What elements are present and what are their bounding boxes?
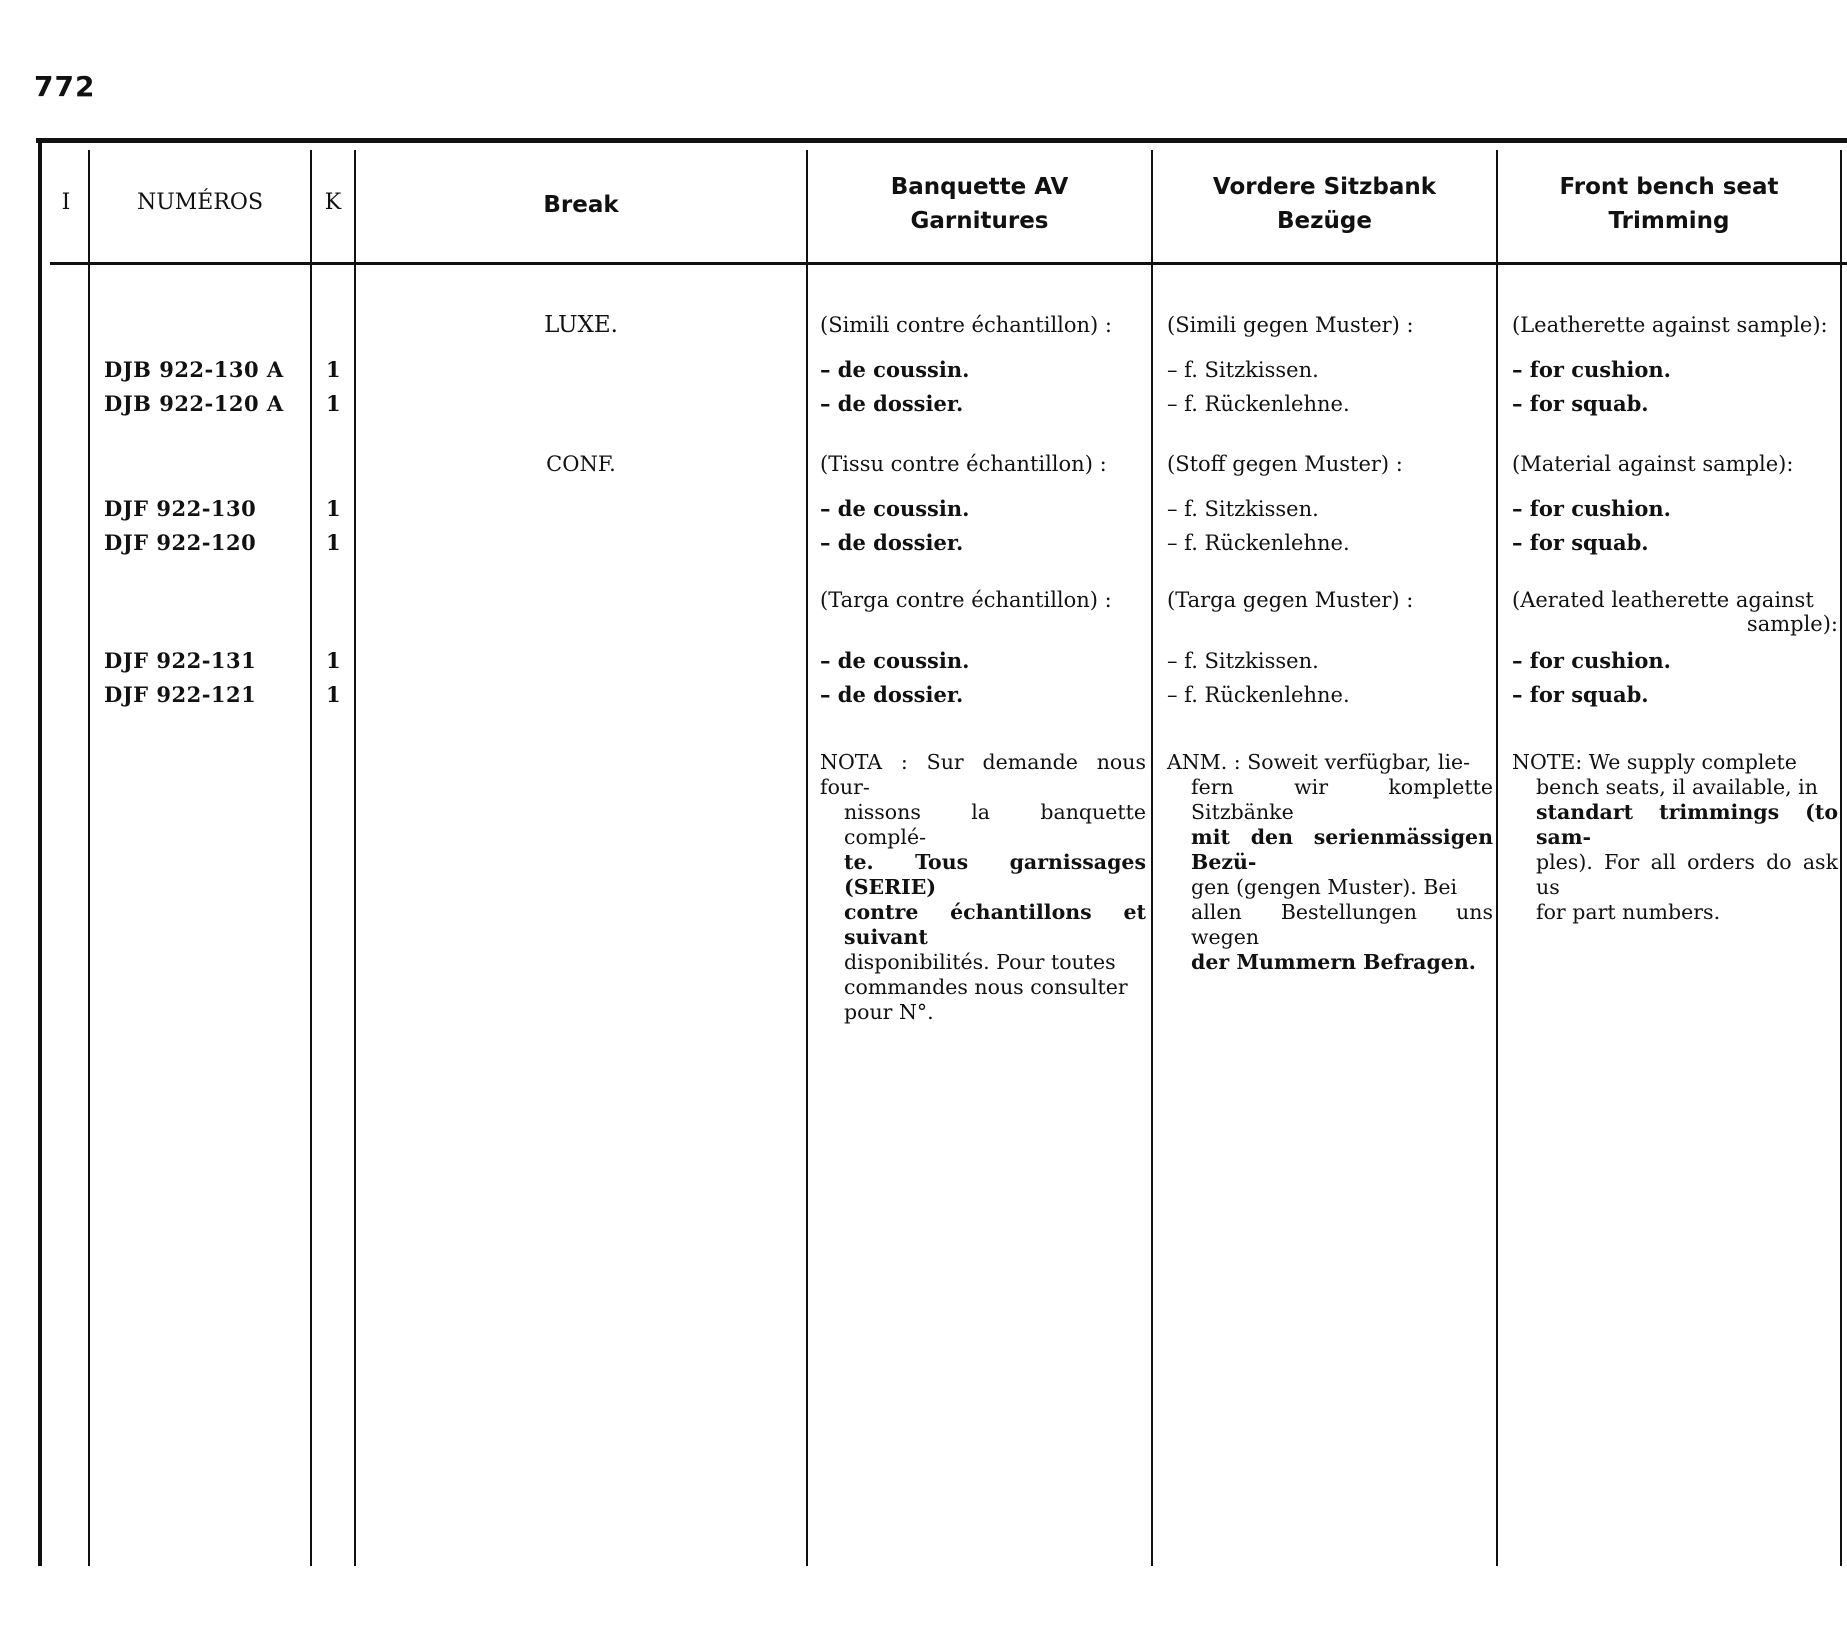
desc-de: – f. Rückenlehne. (1167, 531, 1350, 555)
desc-en: – for squab. (1512, 682, 1649, 707)
section-en-heading: (Material against sample): (1512, 452, 1794, 476)
note-de-line: der Mummern Befragen. (1191, 950, 1476, 974)
desc-fr: – de coussin. (820, 496, 970, 521)
quantity: 1 (326, 648, 342, 673)
desc-en: – for squab. (1512, 530, 1649, 555)
note-en-line: standart trimmings (to sam- (1536, 800, 1838, 849)
desc-fr: – de dossier. (820, 682, 964, 707)
section-de-heading: (Targa gegen Muster) : (1167, 588, 1414, 612)
note-de (1167, 750, 1493, 975)
table-right-border (1840, 150, 1842, 1566)
quantity: 1 (326, 530, 342, 555)
note-de-line: fern wir komplette Sitzbänke (1191, 775, 1493, 824)
col-divider-i (88, 150, 90, 1566)
note-de-line: allen Bestellungen uns wegen (1191, 900, 1493, 949)
note-en-line: ples). For all orders do ask us (1536, 850, 1838, 899)
desc-en: – for squab. (1512, 391, 1649, 416)
desc-de: – f. Sitzkissen. (1167, 497, 1319, 521)
col-divider-numeros (310, 150, 312, 1566)
header-col-de (1153, 170, 1496, 238)
section-fr-heading: (Tissu contre échantillon) : (820, 452, 1107, 476)
section-label-conf: CONF. (546, 452, 616, 476)
table-top-rule (36, 138, 1847, 143)
section-de-heading: (Simili gegen Muster) : (1167, 313, 1414, 337)
note-de-line: mit den serienmässigen Bezü- (1191, 825, 1493, 874)
header-col-en (1498, 170, 1840, 238)
header-fr-line1: Banquette AV (890, 174, 1069, 200)
part-number: DJF 922-121 (104, 682, 257, 707)
section-fr-heading: (Simili contre échantillon) : (820, 313, 1113, 337)
section-label-luxe: LUXE. (544, 312, 618, 338)
header-col-break: Break (543, 192, 619, 218)
note-fr-line: contre échantillons et suivant (844, 900, 1146, 949)
col-divider-break (806, 150, 808, 1566)
part-number: DJB 922-120 A (104, 391, 284, 416)
note-fr-line: te. Tous garnissages (SERIE) (844, 850, 1146, 899)
quantity: 1 (326, 682, 342, 707)
note-en-line: bench seats, il available, in (1536, 775, 1818, 799)
part-number: DJF 922-130 (104, 496, 257, 521)
quantity: 1 (326, 496, 342, 521)
desc-en: – for cushion. (1512, 648, 1671, 673)
part-number: DJF 922-131 (104, 648, 257, 673)
header-en-line1: Front bench seat (1559, 174, 1779, 200)
desc-de: – f. Rückenlehne. (1167, 392, 1350, 416)
quantity: 1 (326, 391, 342, 416)
note-de-line: ANM. : Soweit verfügbar, lie- (1167, 750, 1471, 774)
header-de-line1: Vordere Sitzbank (1212, 174, 1437, 200)
part-number: DJB 922-130 A (104, 357, 284, 382)
desc-de: – f. Sitzkissen. (1167, 358, 1319, 382)
header-col-k: K (324, 190, 342, 215)
page-number: 772 (34, 70, 96, 103)
col-divider-k (354, 150, 356, 1566)
header-col-i: I (61, 190, 71, 215)
note-fr-line: nissons la banquette complé- (844, 800, 1146, 849)
note-en-line: NOTE: We supply complete (1512, 750, 1797, 774)
section-fr-heading: (Targa contre échantillon) : (820, 588, 1112, 612)
section-de-heading: (Stoff gegen Muster) : (1167, 452, 1403, 476)
header-fr-line2: Garnitures (910, 208, 1049, 234)
header-en-line2: Trimming (1608, 208, 1730, 234)
desc-en: – for cushion. (1512, 496, 1671, 521)
section-en-heading-line2: sample): (1746, 612, 1838, 636)
note-fr-line: NOTA : Sur demande nous four- (820, 750, 1146, 799)
note-fr-line: commandes nous consulter (844, 975, 1128, 999)
desc-fr: – de dossier. (820, 391, 964, 416)
col-divider-fr (1151, 150, 1153, 1566)
desc-fr: – de dossier. (820, 530, 964, 555)
section-en-heading-line1: (Aerated leatherette against (1512, 588, 1814, 612)
header-col-numeros: NUMÉROS (136, 190, 264, 215)
note-en (1512, 750, 1838, 925)
desc-en: – for cushion. (1512, 357, 1671, 382)
note-de-line: gen (gengen Muster). Bei (1191, 875, 1458, 899)
desc-fr: – de coussin. (820, 648, 970, 673)
header-de-line2: Bezüge (1277, 208, 1372, 234)
quantity: 1 (326, 357, 342, 382)
desc-fr: – de coussin. (820, 357, 970, 382)
table-left-border (38, 140, 42, 1566)
header-bottom-rule (50, 262, 1847, 265)
note-fr-line: disponibilités. Pour toutes (844, 950, 1116, 974)
desc-de: – f. Rückenlehne. (1167, 683, 1350, 707)
header-col-fr (808, 170, 1151, 238)
col-divider-de (1496, 150, 1498, 1566)
part-number: DJF 922-120 (104, 530, 257, 555)
note-fr-line: pour N°. (844, 1000, 934, 1024)
note-en-line: for part numbers. (1536, 900, 1721, 924)
note-fr (820, 750, 1146, 1025)
section-en-heading: (Leatherette against sample): (1512, 313, 1828, 337)
desc-de: – f. Sitzkissen. (1167, 649, 1319, 673)
